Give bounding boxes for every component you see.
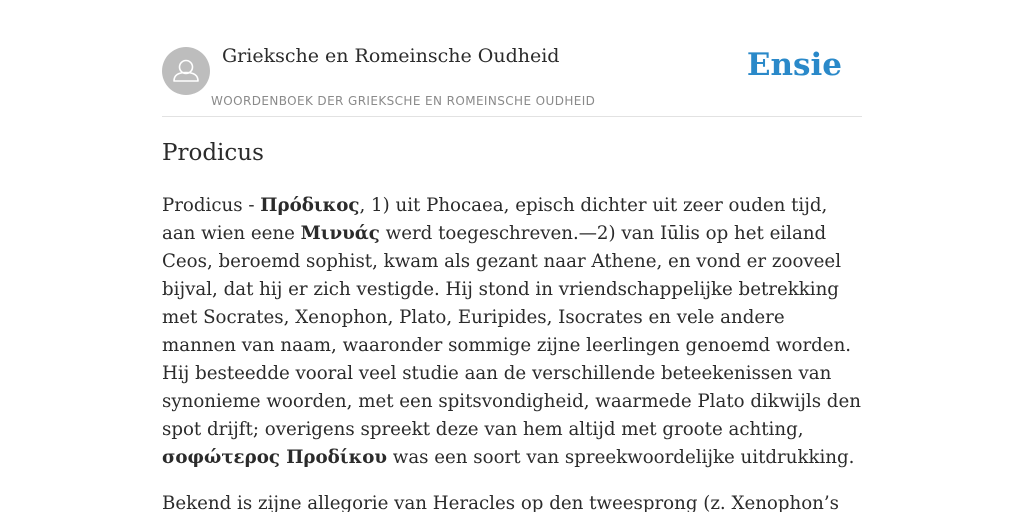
- greek-term: Πρόδικος: [260, 195, 360, 216]
- entry-body: [162, 192, 862, 512]
- greek-term: σοφώτερος Προδίκου: [162, 447, 387, 468]
- entry-paragraph: Bekend is zijne allegorie van Heracles op den tweesprong (z. Xenophon’s: [162, 493, 840, 512]
- text-segment: , 1) uit Phocaea, episch dichter uit zeer ouden tijd, aan wien eene: [162, 195, 828, 244]
- text-segment: werd toegeschreven.—2) van Iūlis op het eiland Ceos, beroemd sophist, kwam als gezant naar Athene, en vond er zooveel bijval, dat hij er zich vestigde. Hij stond in vriendschappelijke betrekking met Socrates, Xenophon, Plato, Euripides, Isocrates en vele andere mannen van naam, waaronder sommige zijne leerlingen genoemd worden. Hij besteedde vooral veel studie aan de verschillende beteekenissen van synonieme woorden, met een spitsvondigheid, waarmede Plato dikwijls den spot drijft; overigens spreekt deze van hem altijd met groote achting,: [162, 223, 861, 440]
- header: [162, 0, 862, 117]
- source-title[interactable]: Grieksche en Romeinsche Oudheid: [222, 45, 560, 67]
- text-segment: Prodicus -: [162, 195, 261, 216]
- text-segment: was een soort van spreekwoordelijke uitdrukking.: [386, 447, 855, 468]
- entry-paragraph: [162, 192, 862, 472]
- page-container: [162, 0, 862, 512]
- source-subtitle[interactable]: WOORDENBOEK DER GRIEKSCHE EN ROMEINSCHE OUDHEID: [211, 94, 596, 108]
- entry-title: Prodicus: [162, 140, 264, 166]
- greek-term: Μινυάς: [300, 223, 380, 244]
- site-logo[interactable]: Ensie: [746, 47, 842, 83]
- user-avatar-icon[interactable]: [162, 47, 210, 95]
